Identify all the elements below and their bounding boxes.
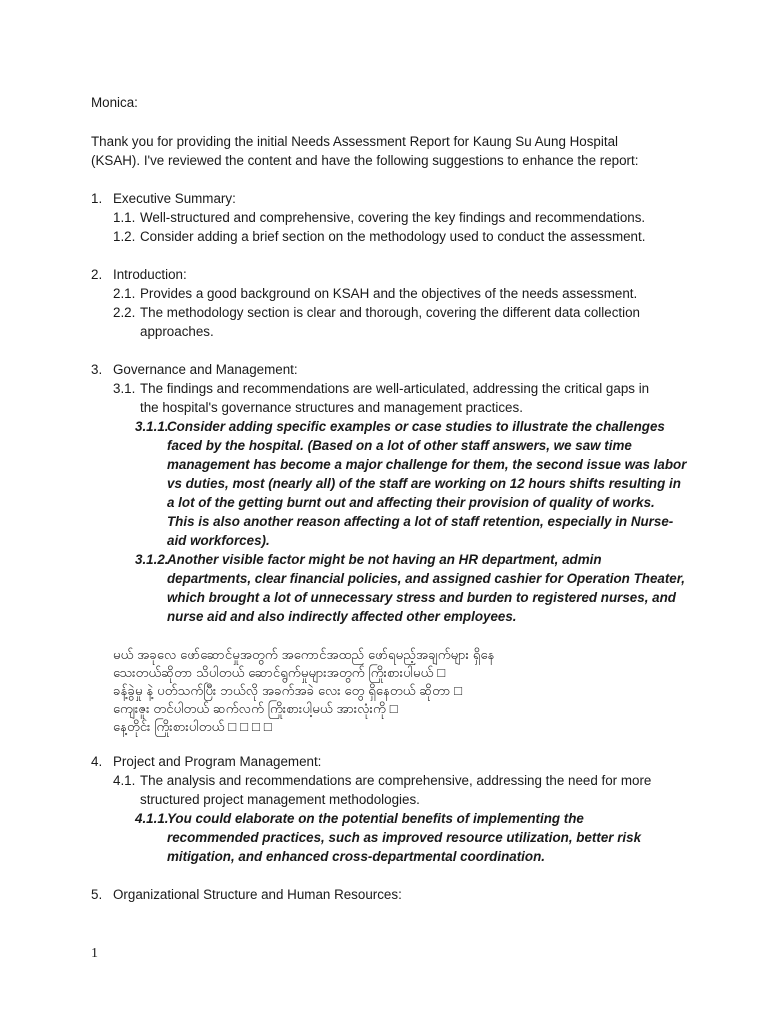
section-5-title: Organizational Structure and Human Resources: <box>113 887 402 902</box>
item-1-2-number: 1.2. <box>113 229 136 244</box>
item-1-1-text: Well-structured and comprehensive, covering the key findings and recommendations. <box>140 210 646 225</box>
item-3-1-2-line: which brought a lot of unnecessary stress and burden to registered nurses, and <box>167 590 676 605</box>
item-4-1-1-line: You could elaborate on the potential benefits of implementing the <box>167 811 584 826</box>
section-3-number: 3. <box>91 362 103 377</box>
item-3-1-1-line: a lot of the getting burnt out and affecting their provision of quality of works. <box>167 495 655 510</box>
section-3-heading <box>91 360 728 379</box>
section-2-title: Introduction: <box>113 267 187 282</box>
item-4-1-1-line: recommended practices, such as improved resource utilization, better risk <box>167 830 642 845</box>
intro-line-2: (KSAH). I've reviewed the content and have the following suggestions to enhance the report: <box>91 153 639 168</box>
item-1-2-text: Consider adding a brief section on the methodology used to conduct the assessment. <box>140 229 646 244</box>
myanmar-line: နေ့တိုင်း ကြိုးစားပါတယ် □ □ □ □ <box>113 719 272 734</box>
item-2-2 <box>113 303 728 322</box>
item-2-1-text: Provides a good background on KSAH and the objectives of the needs assessment. <box>140 286 638 301</box>
item-4-1-text-line-2: structured project management methodologies. <box>140 792 420 807</box>
item-3-1-1-line: faced by the hospital. (Based on a lot of other staff answers, we saw time <box>167 438 632 453</box>
item-4-1 <box>113 771 728 790</box>
item-3-1-1-line: Consider adding specific examples or case studies to illustrate the challenges <box>167 419 665 434</box>
myanmar-line: မယ် အခုလေ ဖော်ဆောင်မှုအတွက် အကောင်အထည် ဖော်ရမည့်အချက်များ ရှိနေ <box>113 647 495 662</box>
item-2-1 <box>113 284 728 303</box>
section-2-number: 2. <box>91 267 103 282</box>
item-3-1-2-line: Another visible factor might be not having an HR department, admin <box>167 552 602 567</box>
section-5-heading <box>91 885 728 904</box>
item-2-2-number: 2.2. <box>113 305 136 320</box>
salutation: Monica: <box>91 95 138 110</box>
item-3-1-1-line: management has become a major challenge for them, the second issue was labor <box>167 457 687 472</box>
section-1-number: 1. <box>91 191 103 206</box>
page-number: 1 <box>91 946 98 961</box>
section-4-heading <box>91 752 728 771</box>
section-4-title: Project and Program Management: <box>113 754 322 769</box>
item-2-1-number: 2.1. <box>113 286 136 301</box>
item-3-1-2-number: 3.1.2. <box>135 552 169 567</box>
item-4-1-number: 4.1. <box>113 773 136 788</box>
item-3-1 <box>113 379 728 398</box>
item-4-1-1-line: mitigation, and enhanced cross-departmental coordination. <box>167 849 545 864</box>
item-3-1-1-line: This is also another reason affecting a lot of staff retention, especially in Nurse- <box>167 514 674 529</box>
item-3-1-1-line: aid workforces). <box>167 533 270 548</box>
item-2-2-text-line-1: The methodology section is clear and thorough, covering the different data collection <box>140 305 640 320</box>
item-4-1-1-number: 4.1.1. <box>135 811 169 826</box>
item-4-1-text-line-1: The analysis and recommendations are comprehensive, addressing the need for more <box>140 773 652 788</box>
item-1-1-number: 1.1. <box>113 210 136 225</box>
section-5-number: 5. <box>91 887 103 902</box>
item-3-1-1-line: vs duties, most (nearly all) of the staff are working on 12 hours shifts resulting in <box>167 476 681 491</box>
item-1-2 <box>113 227 728 246</box>
item-3-1-text-line-1: The findings and recommendations are well-articulated, addressing the critical gaps in <box>140 381 650 396</box>
item-3-1-1-number: 3.1.1. <box>135 419 169 434</box>
section-3-title: Governance and Management: <box>113 362 298 377</box>
item-3-1-text-line-2: the hospital's governance structures and management practices. <box>140 400 523 415</box>
myanmar-line: ကျေးဇူး တင်ပါတယ် ဆက်လက် ကြိုးစားပါ့မယ် အားလုံးကို □ <box>113 701 398 716</box>
myanmar-line: ခန့်ခွဲမှု နဲ့ ပတ်သက်ပြီး ဘယ်လို အခက်အခဲ လေး တွေ ရှိနေတယ် ဆိုတာ □ <box>113 683 463 698</box>
section-1-title: Executive Summary: <box>113 191 236 206</box>
item-3-1-number: 3.1. <box>113 381 136 396</box>
intro-line-1: Thank you for providing the initial Needs Assessment Report for Kaung Su Aung Hospital <box>91 134 618 149</box>
item-3-1-2-line: departments, clear financial policies, and assigned cashier for Operation Theater, <box>167 571 685 586</box>
item-3-1-2-line: nurse aid and also indirectly affected other employees. <box>167 609 517 624</box>
section-1-heading <box>91 189 728 208</box>
item-1-1 <box>113 208 728 227</box>
myanmar-line: သေးတယ်ဆိုတာ သိပါတယ် ဆောင်ရွက်မှုများအတွက် ကြိုးစားပါမယ် □ <box>113 665 446 680</box>
item-2-2-text-line-2: approaches. <box>140 324 214 339</box>
section-2-heading <box>91 265 728 284</box>
section-4-number: 4. <box>91 754 103 769</box>
